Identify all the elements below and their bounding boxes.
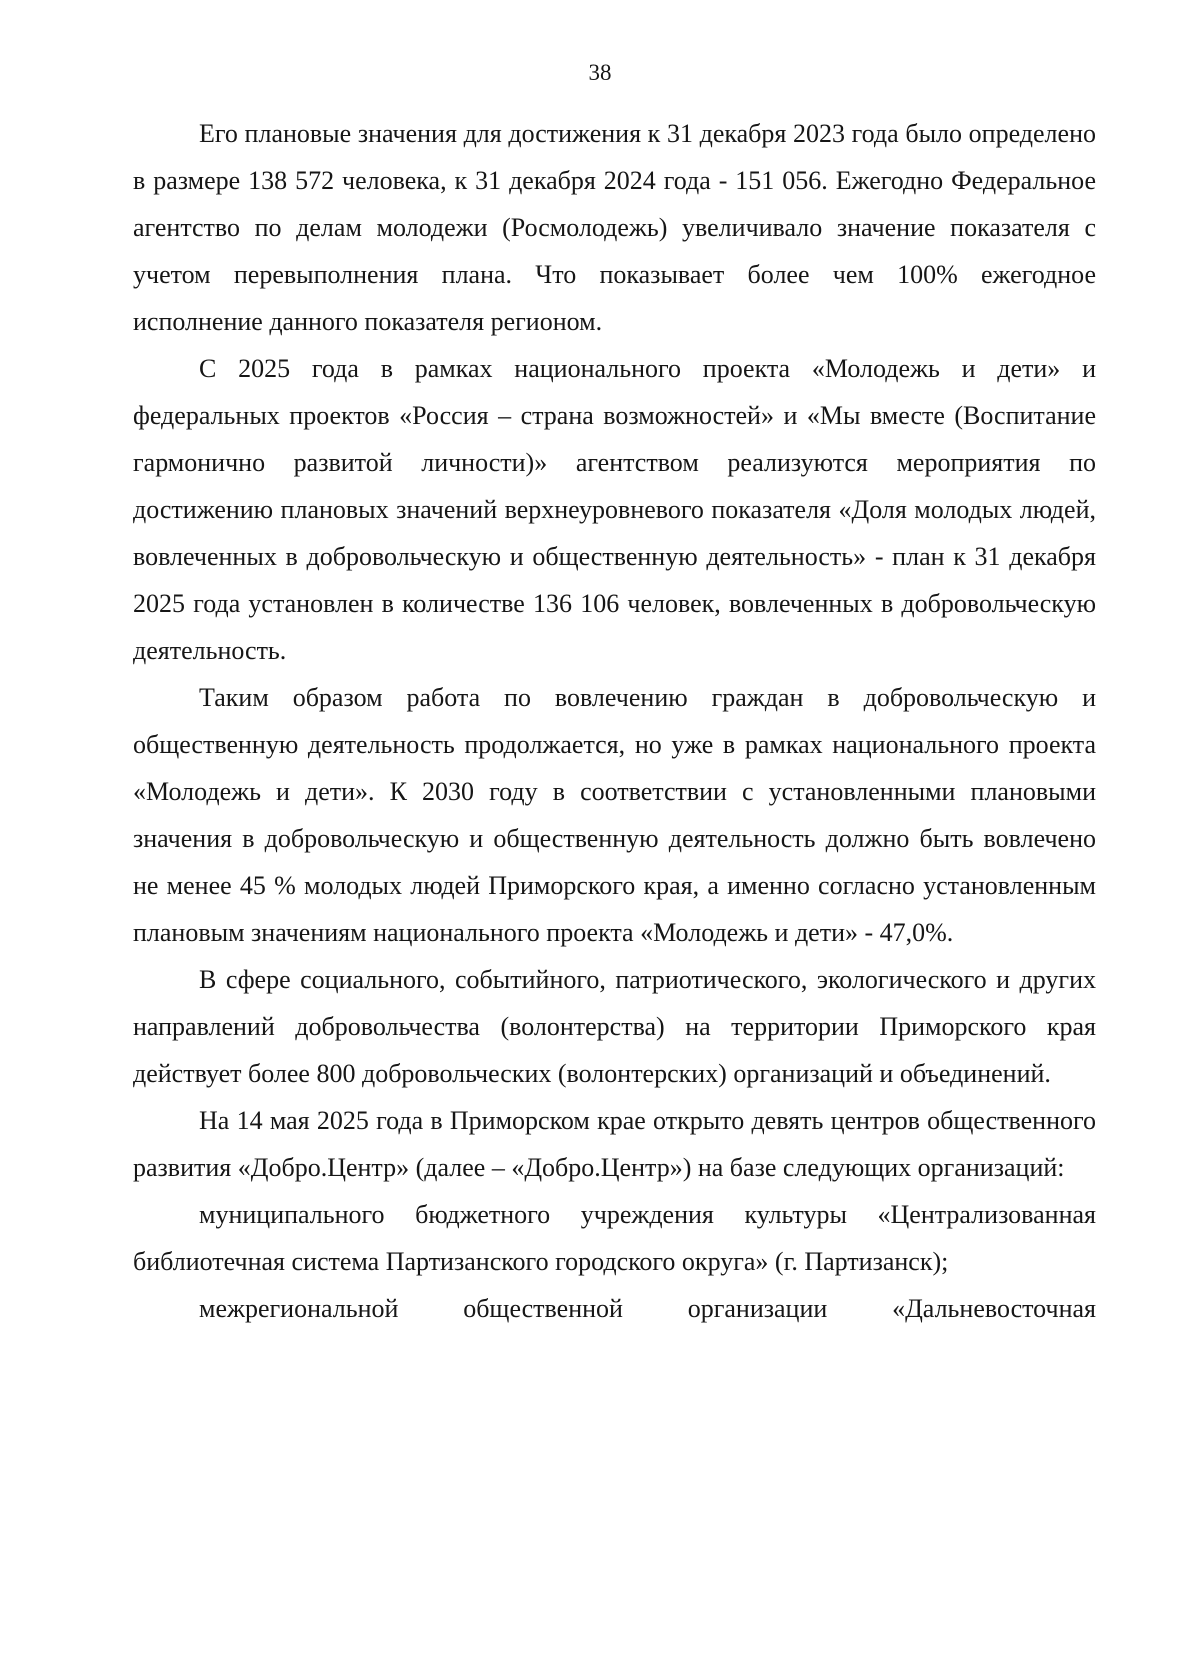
paragraph-partizansk-library: муниципального бюджетного учреждения культуры «Централизованная библиотечная система Партизанского городского округа» (г. Партизанск); <box>133 1200 1096 1276</box>
paragraph-plan-values: Его плановые значения для достижения к 31 декабря 2023 года было определено в размере 138 572 человека, к 31 декабря 2024 года - 151 056. Ежегодно Федеральное агентство по делам молодежи (Росмолодежь) увеличивало значение показателя с учетом перевыполнения плана. Что показывает более чем 100% ежегодное исполнение данного показателя регионом. <box>133 119 1096 336</box>
paragraph-national-project: С 2025 года в рамках национального проекта «Молодежь и дети» и федеральных проектов «Россия – страна возможностей» и «Мы вместе (Воспитание гармонично развитой личности)» агентством реализуются мероприятия по достижению плановых значений верхнеуровневого показателя «Доля молодых людей, вовлеченных в добровольческую и общественную деятельность» - план к 31 декабря 2025 года установлен в количестве 136 106 человек, вовлеченных в добровольческую деятельность. <box>133 354 1096 665</box>
paragraph-interregional-organization: межрегиональной общественной организации «Дальневосточная <box>199 1294 1096 1323</box>
paragraph-dobro-centers: На 14 мая 2025 года в Приморском крае открыто девять центров общественного развития «Добро.Центр» (далее – «Добро.Центр») на базе следующих организаций: <box>133 1106 1096 1182</box>
paragraph-involvement-2030: Таким образом работа по вовлечению граждан в добровольческую и общественную деятельность продолжается, но уже в рамках национального проекта «Молодежь и дети». К 2030 году в соответствии с установленными плановыми значения в добровольческую и общественную деятельность должно быть вовлечено не менее 45 % молодых людей Приморского края, а именно согласно установленным плановым значениям национального проекта «Молодежь и дети» - 47,0%. <box>133 683 1096 947</box>
page-number: 38 <box>588 60 612 85</box>
body-text <box>133 110 1096 1332</box>
paragraph-volunteer-organizations: В сфере социального, событийного, патриотического, экологического и других направлений добровольчества (волонтерства) на территории Приморского края действует более 800 добровольческих (волонтерских) организаций и объединений. <box>133 965 1096 1088</box>
